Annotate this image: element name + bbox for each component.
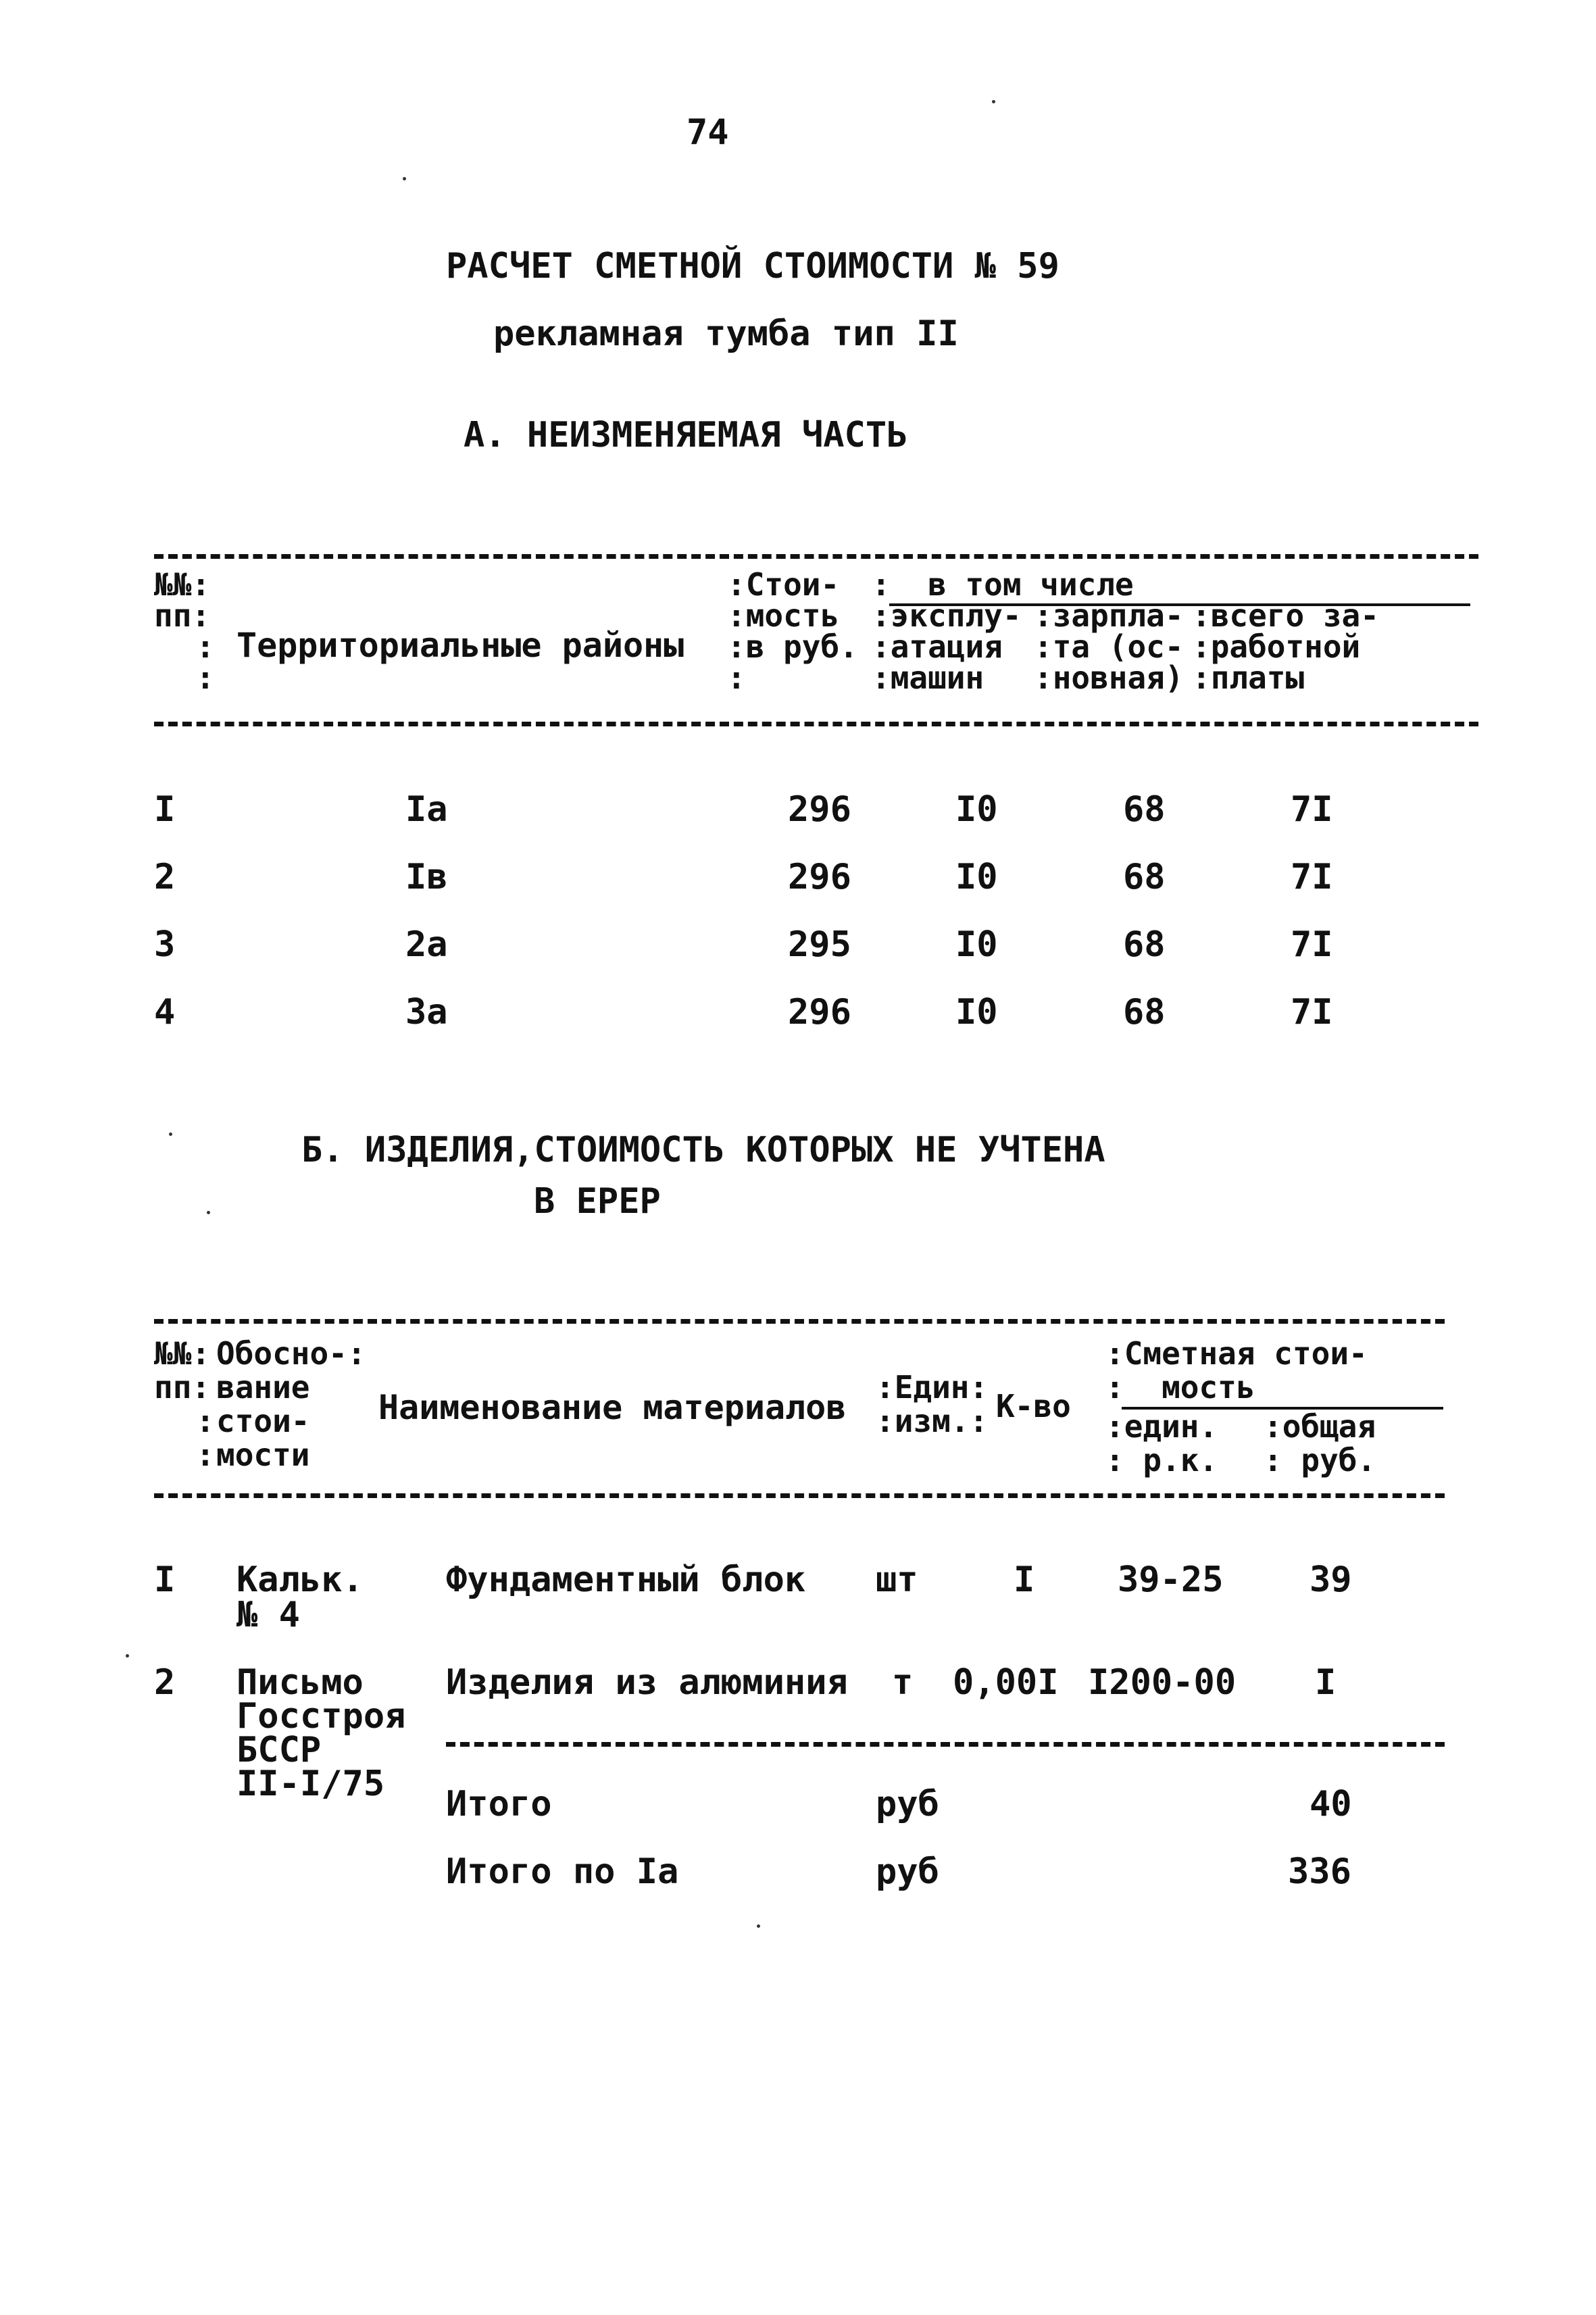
b-header-unit-2: :изм.: bbox=[876, 1403, 989, 1439]
row-expl: I0 bbox=[955, 857, 998, 897]
row-num: I bbox=[154, 789, 176, 830]
b-header-num-2: пп: bbox=[154, 1369, 211, 1405]
section-b-heading-2: В ЕРЕР bbox=[534, 1181, 661, 1222]
scan-speck bbox=[126, 1654, 129, 1658]
total-unit: руб bbox=[876, 1851, 939, 1892]
b-header-estimate-2: : мость bbox=[1105, 1369, 1255, 1405]
header-wage-2: :та (ос- bbox=[1034, 628, 1184, 665]
row-total: I bbox=[1315, 1662, 1337, 1703]
row-num: 2 bbox=[154, 1662, 176, 1703]
header-cost-4: : bbox=[727, 659, 746, 696]
row-expl: I0 bbox=[955, 789, 998, 830]
b-header-basis-3: стои- bbox=[216, 1403, 310, 1439]
b-header-name: Наименование материалов bbox=[378, 1388, 847, 1427]
header-expl-1: :эксплу- bbox=[872, 597, 1022, 634]
header-expl-2: :атация bbox=[872, 628, 1003, 665]
scan-speck bbox=[757, 1924, 760, 1928]
header-incl: : в том числе bbox=[872, 566, 1134, 603]
scan-speck bbox=[403, 177, 406, 180]
b-header-num-1: №№: bbox=[154, 1335, 211, 1372]
row-basis-1: Кальк. bbox=[236, 1560, 364, 1600]
row-qty: 0,00I bbox=[953, 1662, 1059, 1703]
header-total-2: :работной bbox=[1192, 628, 1361, 665]
document-title: РАСЧЕТ СМЕТНОЙ СТОИМОСТИ № 59 bbox=[446, 246, 1059, 287]
b-header-basis-1: Обосно-: bbox=[216, 1335, 366, 1372]
table-a-header-rule bbox=[154, 722, 1478, 726]
table-a-top-rule bbox=[154, 554, 1478, 559]
b-header-unit-price-2: : р.к. bbox=[1105, 1442, 1218, 1478]
header-wage-1: :зарпла- bbox=[1034, 597, 1184, 634]
row-total: 7I bbox=[1291, 789, 1333, 830]
row-wage: 68 bbox=[1123, 789, 1166, 830]
header-num-2: пп: bbox=[154, 597, 211, 634]
b-header-unit-price-1: :един. bbox=[1105, 1408, 1218, 1445]
row-wage: 68 bbox=[1123, 857, 1166, 897]
row-name: Фундаментный блок bbox=[446, 1560, 806, 1600]
header-num-1: №№: bbox=[154, 566, 211, 603]
row-region: 2а bbox=[405, 924, 448, 965]
row-cost: 296 bbox=[788, 789, 851, 830]
b-header-basis-2: вание bbox=[216, 1369, 310, 1405]
total-label: Итого по Iа bbox=[446, 1851, 679, 1892]
row-total: 39 bbox=[1310, 1560, 1352, 1600]
b-header-basis-4: мости bbox=[216, 1437, 310, 1473]
section-a-heading: А. НЕИЗМЕНЯЕМАЯ ЧАСТЬ bbox=[464, 415, 908, 455]
row-num: I bbox=[154, 1560, 176, 1600]
scan-speck bbox=[169, 1132, 172, 1136]
section-b-heading-1: Б. ИЗДЕЛИЯ,СТОИМОСТЬ КОТОРЫХ НЕ УЧТЕНА bbox=[301, 1130, 1105, 1170]
document-subtitle: рекламная тумба тип II bbox=[493, 314, 959, 354]
scan-speck bbox=[207, 1211, 210, 1214]
b-header-unit-1: :Един: bbox=[876, 1369, 989, 1405]
row-num: 2 bbox=[154, 857, 176, 897]
row-basis-4: II-I/75 bbox=[236, 1764, 385, 1804]
total-unit: руб bbox=[876, 1784, 939, 1824]
row-unit-price: 39-25 bbox=[1118, 1560, 1224, 1600]
header-num-3: : bbox=[196, 628, 215, 665]
header-total-3: :платы bbox=[1192, 659, 1305, 696]
total-value: 40 bbox=[1310, 1784, 1352, 1824]
row-unit: т bbox=[892, 1662, 914, 1703]
row-wage: 68 bbox=[1123, 992, 1166, 1032]
table-b-subtotal-rule bbox=[446, 1742, 1445, 1747]
header-num-4: : bbox=[196, 659, 215, 696]
row-region: Iа bbox=[405, 789, 448, 830]
b-header-total-1: :общая bbox=[1264, 1408, 1376, 1445]
b-header-num-4: : bbox=[196, 1437, 215, 1473]
b-header-total-2: : руб. bbox=[1264, 1442, 1376, 1478]
total-value: 336 bbox=[1288, 1851, 1351, 1892]
total-label: Итого bbox=[446, 1784, 552, 1824]
page-number: 74 bbox=[687, 112, 729, 153]
row-total: 7I bbox=[1291, 992, 1333, 1032]
header-expl-3: :машин bbox=[872, 659, 984, 696]
b-header-qty: К-во bbox=[996, 1388, 1071, 1424]
row-total: 7I bbox=[1291, 857, 1333, 897]
row-wage: 68 bbox=[1123, 924, 1166, 965]
row-num: 3 bbox=[154, 924, 176, 965]
header-total-1: :всего за- bbox=[1192, 597, 1379, 634]
b-header-num-3: : bbox=[196, 1403, 215, 1439]
row-name: Изделия из алюминия bbox=[446, 1662, 848, 1703]
row-cost: 295 bbox=[788, 924, 851, 965]
row-region: Iв bbox=[405, 857, 448, 897]
row-num: 4 bbox=[154, 992, 176, 1032]
row-region: 3а bbox=[405, 992, 448, 1032]
b-header-estimate: :Сметная стои- bbox=[1105, 1335, 1368, 1372]
header-cost-1: :Стои- bbox=[727, 566, 840, 603]
row-total: 7I bbox=[1291, 924, 1333, 965]
row-unit-price: I200-00 bbox=[1088, 1662, 1237, 1703]
table-b-top-rule bbox=[154, 1319, 1445, 1324]
row-cost: 296 bbox=[788, 992, 851, 1032]
header-wage-3: :новная) bbox=[1034, 659, 1184, 696]
row-expl: I0 bbox=[955, 924, 998, 965]
row-basis-2: Госстроя bbox=[236, 1696, 406, 1737]
row-unit: шт bbox=[876, 1560, 918, 1600]
header-cost-3: :в руб. bbox=[727, 628, 858, 665]
row-expl: I0 bbox=[955, 992, 998, 1032]
row-cost: 296 bbox=[788, 857, 851, 897]
header-cost-2: :мость bbox=[727, 597, 840, 634]
row-basis-1: Письмо bbox=[236, 1662, 364, 1703]
table-b-header-rule bbox=[154, 1493, 1445, 1498]
row-basis-2: № 4 bbox=[236, 1595, 300, 1635]
scan-speck bbox=[992, 100, 995, 103]
row-qty: I bbox=[1014, 1560, 1035, 1600]
row-basis-3: БССР bbox=[236, 1730, 322, 1770]
header-region: Территориальные районы bbox=[236, 626, 684, 665]
